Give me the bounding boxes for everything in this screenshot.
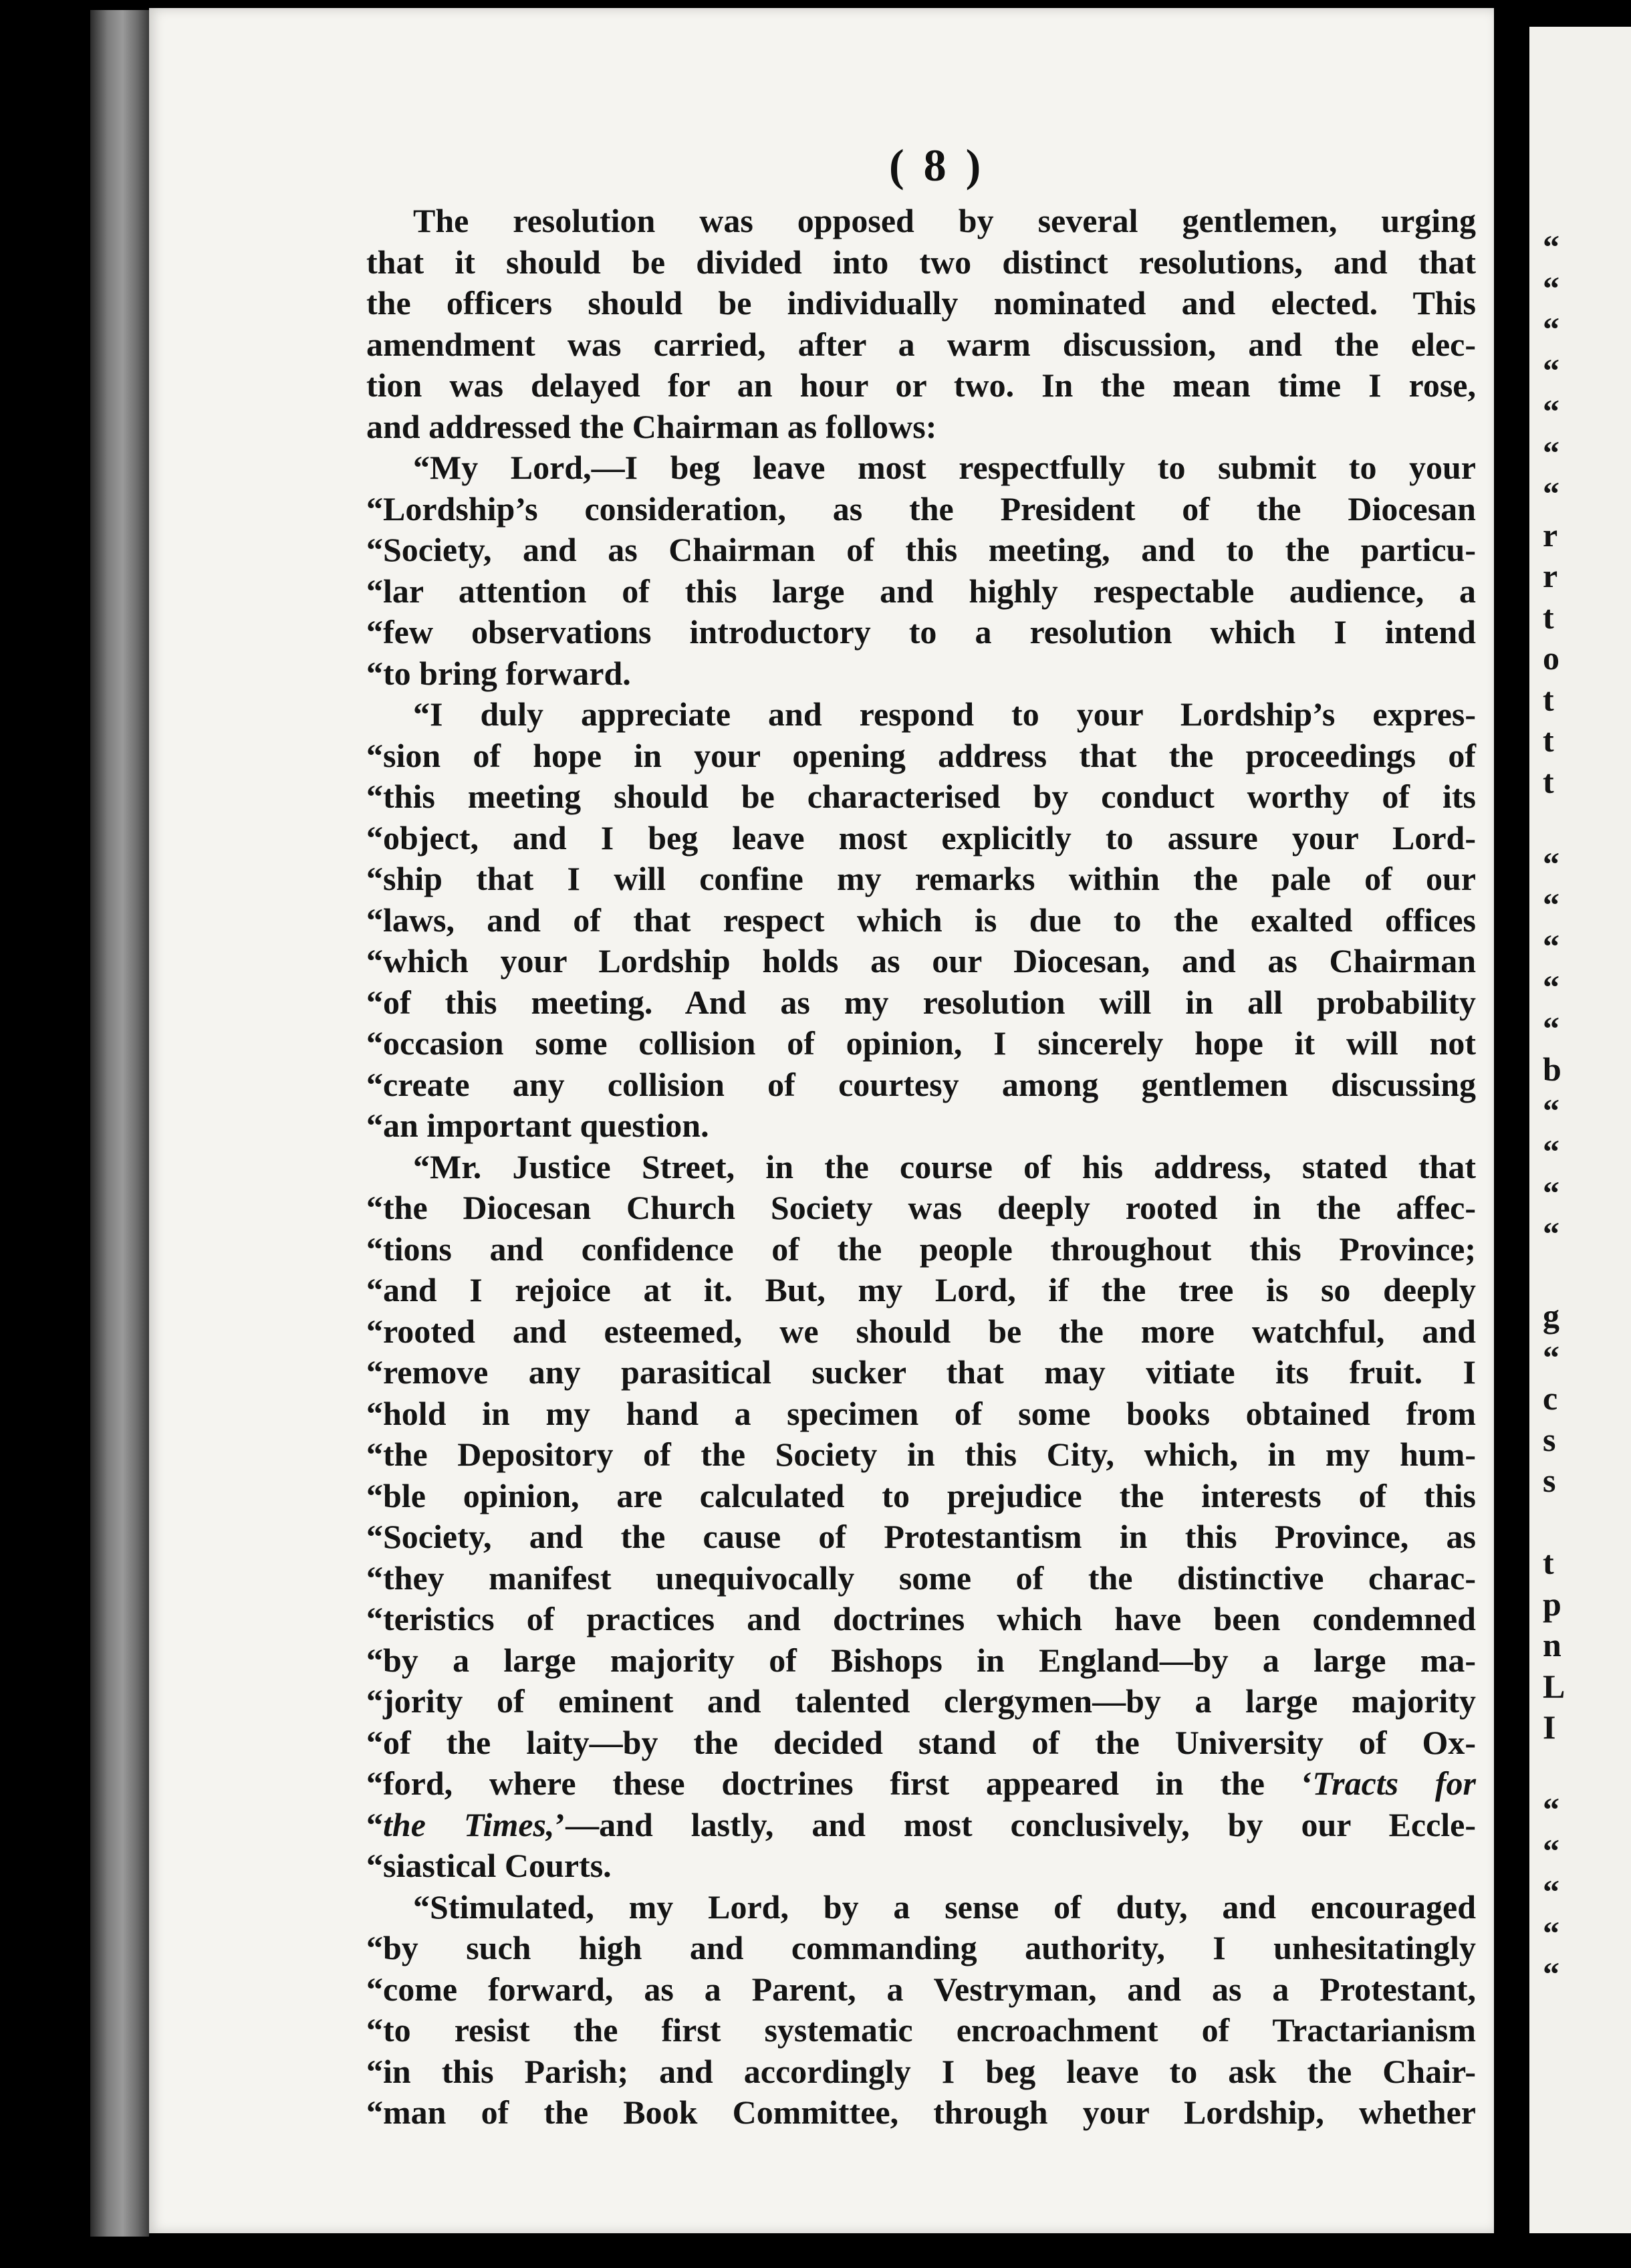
page-number: ( 8 ): [889, 140, 985, 191]
text-line: “come forward, as a Parent, a Vestryman, and as a Protestant,: [366, 1970, 1476, 2008]
text-line: “remove any parasitical sucker that may vitiate its fruit. I: [366, 1353, 1476, 1391]
text-line: “of the laity—by the decided stand of the University of Ox-: [366, 1723, 1476, 1761]
text-line: “they manifest unequivocally some of the distinctive charac-: [366, 1559, 1476, 1597]
facing-page-fragment: “: [1543, 1009, 1559, 1047]
facing-page-fragment: r: [1543, 516, 1558, 554]
facing-page-fragment: L: [1543, 1667, 1565, 1705]
book-binding-gutter: [90, 10, 149, 2237]
text-line: “the Times,’—and lastly, and most conclusively, by our Eccle-: [366, 1805, 1476, 1843]
text-line: “ship that I will confine my remarks within the pale of our: [366, 860, 1476, 897]
text-line: “and I rejoice at it. But, my Lord, if the tree is so deeply: [366, 1271, 1476, 1309]
text-line: “rooted and esteemed, we should be the more watchful, and: [366, 1312, 1476, 1350]
facing-page-fragment: s: [1543, 1462, 1556, 1499]
facing-page-fragment: c: [1543, 1379, 1558, 1417]
text-line: “the Depository of the Society in this City, which, in my hum-: [366, 1436, 1476, 1473]
facing-page-fragment: “: [1543, 1831, 1559, 1869]
text-line: “Mr. Justice Street, in the course of his address, stated that: [413, 1147, 1476, 1185]
facing-page-fragment: r: [1543, 557, 1558, 594]
facing-page-fragment: t: [1543, 721, 1554, 759]
body-text: [366, 201, 1476, 2134]
facing-page-fragment: “: [1543, 1091, 1559, 1129]
facing-page-fragment: “: [1543, 1873, 1559, 1910]
text-line: “occasion some collision of opinion, I sincerely hope it will not: [366, 1024, 1476, 1062]
facing-page-fragment: I: [1543, 1708, 1556, 1746]
facing-page-fragment: “: [1543, 351, 1559, 389]
text-line: tion was delayed for an hour or two. In the mean time I rose,: [366, 366, 1476, 404]
text-line: “hold in my hand a specimen of some books obtained from: [366, 1394, 1476, 1432]
text-line: “Society, and the cause of Protestantism in this Province, as: [366, 1518, 1476, 1555]
text-line: “man of the Book Committee, through your Lordship, whether: [366, 2093, 1476, 2131]
facing-page-fragment: t: [1543, 762, 1554, 800]
text-line: “by such high and commanding authority, I unhesitatingly: [366, 1929, 1476, 1966]
text-line: “this meeting should be characterised by conduct worthy of its: [366, 778, 1476, 815]
text-line: “the Diocesan Church Society was deeply rooted in the affec-: [366, 1189, 1476, 1226]
text-line: “by a large majority of Bishops in England—by a large ma-: [366, 1641, 1476, 1679]
text-line: and addressed the Chairman as follows:: [366, 407, 937, 445]
facing-page-fragment: “: [1543, 1955, 1559, 1993]
text-line: “ford, where these doctrines first appeared in the ‘Tracts for: [366, 1765, 1476, 1802]
facing-page-fragment: b: [1543, 1050, 1561, 1088]
text-line: “siastical Courts.: [366, 1847, 612, 1884]
text-line: “Stimulated, my Lord, by a sense of duty, and encouraged: [413, 1888, 1476, 1926]
facing-page-fragment: “: [1543, 433, 1559, 471]
facing-page-fragment: “: [1543, 1791, 1559, 1828]
facing-page-fragment: t: [1543, 1544, 1554, 1581]
text-line: “an important question.: [366, 1107, 709, 1144]
text-line: “to bring forward.: [366, 654, 631, 692]
facing-page-fragment: “: [1543, 1338, 1559, 1376]
text-line: The resolution was opposed by several gentlemen, urging: [413, 202, 1476, 239]
text-line: “to resist the first systematic encroachment of Tractarianism: [366, 2011, 1476, 2049]
facing-page-fragment: “: [1543, 1914, 1559, 1952]
text-line: that it should be divided into two distinct resolutions, and that: [366, 243, 1476, 281]
text-line: “jority of eminent and talented clergymen—by a large majority: [366, 1682, 1476, 1720]
text-line: “few observations introductory to a resolution which I intend: [366, 613, 1476, 651]
facing-page-fragment: “: [1543, 475, 1559, 512]
facing-page-fragment: “: [1543, 228, 1559, 265]
text-line: “object, and I beg leave most explicitly to assure your Lord-: [366, 818, 1476, 857]
facing-page-fragment: “: [1543, 392, 1559, 430]
text-line: “Society, and as Chairman of this meeting, and to the particu-: [366, 531, 1476, 568]
facing-page-edge: [1529, 27, 1631, 2233]
text-line: “sion of hope in your opening address that the proceedings of: [366, 736, 1476, 774]
facing-page-fragment: t: [1543, 598, 1554, 636]
facing-page-fragment: s: [1543, 1420, 1556, 1458]
text-line: “lar attention of this large and highly respectable audience, a: [366, 572, 1476, 610]
facing-page-fragment: “: [1543, 968, 1559, 1006]
facing-page-fragment: “: [1543, 1215, 1559, 1252]
text-line: “create any collision of courtesy among gentlemen discussing: [366, 1065, 1476, 1103]
text-line: “teristics of practices and doctrines which have been condemned: [366, 1600, 1476, 1637]
text-line: “ble opinion, are calculated to prejudice the interests of this: [366, 1476, 1476, 1514]
text-line: the officers should be individually nominated and elected. This: [366, 284, 1476, 322]
text-line: “laws, and of that respect which is due to the exalted offices: [366, 901, 1476, 939]
text-line: “My Lord,—I beg leave most respectfully to submit to your: [413, 449, 1476, 486]
text-line: “Lordship’s consideration, as the President of the Diocesan: [366, 489, 1476, 528]
text-line: “I duly appreciate and respond to your Lordship’s expres-: [413, 695, 1476, 733]
facing-page-fragment: g: [1543, 1297, 1559, 1335]
facing-page-fragment: “: [1543, 886, 1559, 923]
facing-page-fragment: “: [1543, 310, 1559, 348]
text-line: “tions and confidence of the people throughout this Province;: [366, 1230, 1476, 1268]
facing-page-fragment: “: [1543, 1173, 1559, 1212]
facing-page-fragment: “: [1543, 927, 1559, 965]
facing-page-fragment: o: [1543, 639, 1559, 677]
facing-page-fragment: n: [1543, 1626, 1561, 1664]
facing-page-fragment: “: [1543, 1133, 1559, 1170]
facing-page-fragment: “: [1543, 844, 1559, 883]
text-line: “which your Lordship holds as our Diocesan, and as Chairman: [366, 942, 1476, 980]
text-line: amendment was carried, after a warm discussion, and the elec-: [366, 325, 1476, 363]
text-line: “in this Parish; and accordingly I beg leave to ask the Chair-: [366, 2052, 1476, 2090]
facing-page-fragment: “: [1543, 269, 1559, 307]
facing-page-fragment: p: [1543, 1585, 1561, 1623]
facing-page-fragment: t: [1543, 680, 1554, 718]
text-line: “of this meeting. And as my resolution will in all probability: [366, 983, 1476, 1021]
